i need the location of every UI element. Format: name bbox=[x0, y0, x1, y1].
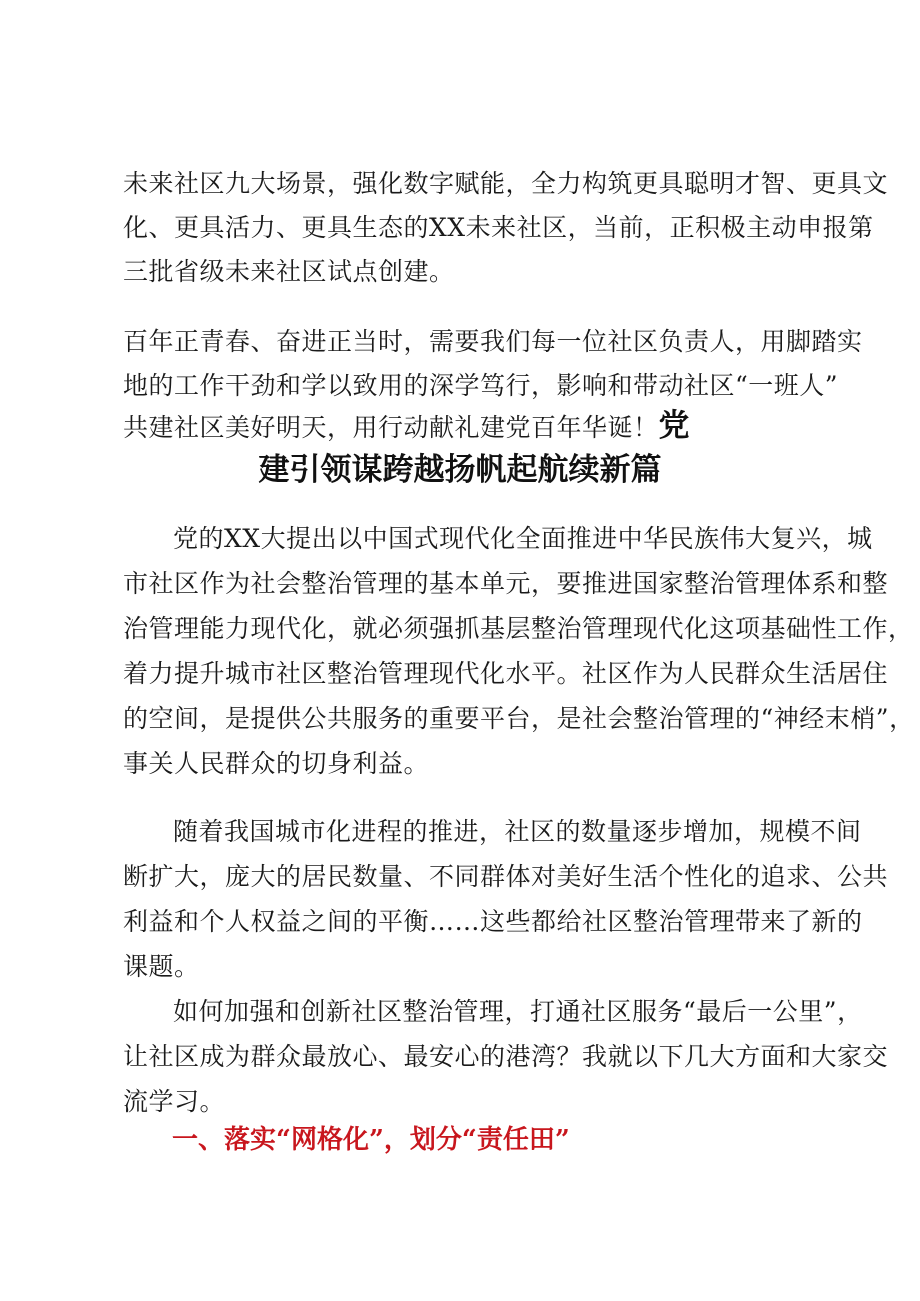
closing-line-3-text: 共建社区美好明天，用行动献礼建党百年华诞！ bbox=[123, 413, 659, 442]
closing-line-1: 百年正青春、奋进正当时，需要我们每一位社区负责人，用脚踏实 bbox=[123, 327, 863, 356]
p1-line-3: 治管理能力现代化，就必须强抓基层整治管理现代化这项基础性工作， bbox=[123, 614, 914, 643]
p1-line-5: 的空间，是提供公共服务的重要平台，是社会整治管理的“神经末梢”， bbox=[123, 704, 915, 733]
intro-line-2: 化、更具活力、更具生态的XX未来社区，当前，正积极主动申报第 bbox=[123, 213, 874, 242]
p3-line-2: 让社区成为群众最放心、最安心的港湾？我就以下几大方面和大家交 bbox=[123, 1042, 889, 1071]
article-title: 建引领谋跨越扬帆起航续新篇 bbox=[258, 452, 662, 488]
title-head-char: 党 bbox=[658, 408, 691, 444]
p1-line-6: 事关人民群众的切身利益。 bbox=[123, 749, 430, 778]
p2-line-2: 断扩大，庞大的居民数量、不同群体对美好生活个性化的追求、公共 bbox=[123, 862, 889, 891]
p1-line-2: 市社区作为社会整治管理的基本单元，要推进国家整治管理体系和整 bbox=[123, 569, 889, 598]
p1-line-1-text: 党的XX大提出以中国式现代化全面推进中华民族伟大复兴，城 bbox=[173, 524, 873, 553]
closing-line-3 bbox=[123, 404, 803, 448]
intro-line-1: 未来社区九大场景，强化数字赋能，全力构筑更具聪明才智、更具文 bbox=[123, 169, 889, 198]
section-heading: 一、落实“网格化”，划分“责任田” bbox=[172, 1125, 570, 1155]
p3-line-1: 如何加强和创新社区整治管理，打通社区服务“最后一公里”， bbox=[173, 997, 863, 1026]
closing-line-2: 地的工作干劲和学以致用的深学笃行，影响和带动社区“一班人” bbox=[123, 371, 839, 400]
p1-line-4: 着力提升城市社区整治管理现代化水平。社区作为人民群众生活居住 bbox=[123, 659, 889, 688]
p1-line-1 bbox=[123, 517, 873, 561]
p2-line-4: 课题。 bbox=[123, 952, 200, 981]
p2-line-3: 利益和个人权益之间的平衡……这些都给社区整治管理带来了新的 bbox=[123, 907, 863, 936]
p2-line-1: 随着我国城市化进程的推进，社区的数量逐步增加，规模不间 bbox=[173, 817, 862, 846]
intro-line-3: 三批省级未来社区试点创建。 bbox=[123, 257, 455, 286]
p3-line-3: 流学习。 bbox=[123, 1087, 226, 1116]
